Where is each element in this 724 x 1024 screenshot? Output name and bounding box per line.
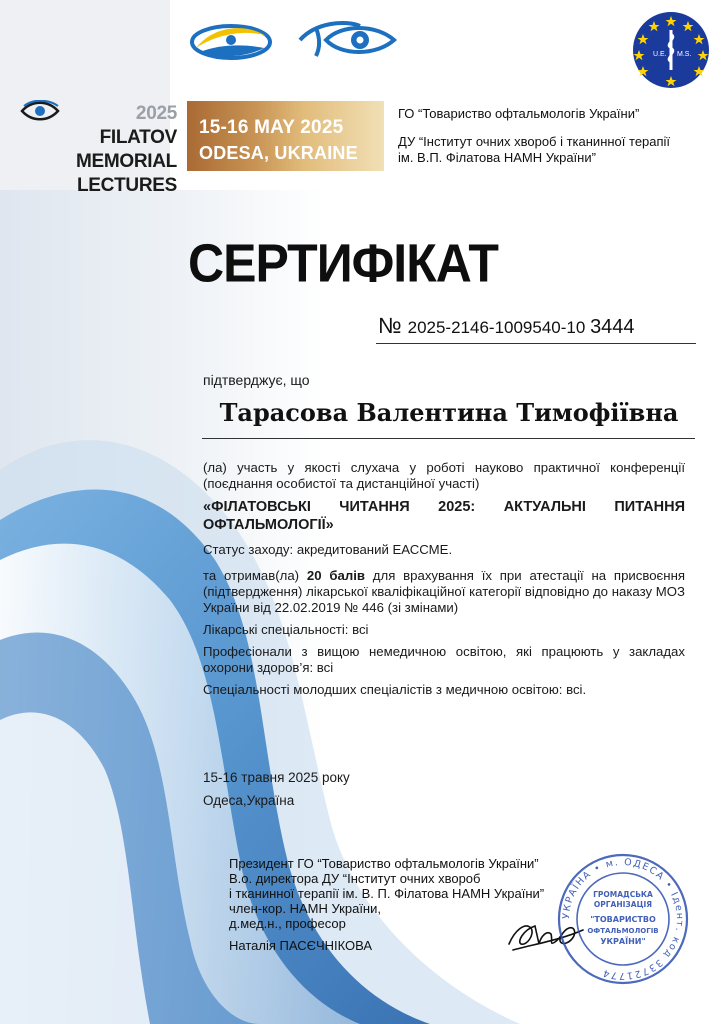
conference-year: 2025 [135, 103, 177, 124]
points-value: 20 балів [306, 568, 365, 583]
points-prefix: та отримав(ла) [203, 568, 307, 583]
stamp-line-1: ГРОМАДСЬКА [593, 890, 653, 899]
stamp-outer-text: УКРАЇНА • м. ОДЕСА • Ідент. код 33721774 [560, 856, 686, 982]
official-stamp [556, 852, 690, 986]
uems-logo-icon [631, 10, 711, 90]
stamp-line-4: ОФТАЛЬМОЛОГІВ [587, 927, 659, 935]
institute-eye-logo-icon [296, 18, 398, 62]
stamp-line-2: ОРГАНІЗАЦІЯ [593, 900, 653, 909]
signatory-line-4: член-кор. НАМН України, [229, 901, 381, 916]
recipient-name: Тарасова Валентина Тимофіївна [219, 398, 679, 427]
certificate-number [378, 313, 635, 339]
certificate-title: СЕРТИФІКАТ [188, 233, 498, 294]
signatory-line-5: д.мед.н., професор [229, 916, 346, 931]
points-text [203, 568, 685, 616]
conference-title: «ФІЛАТОВСЬКІ ЧИТАННЯ 2025: АКТУАЛЬНІ ПИТАННЯ ОФТАЛЬМОЛОГІЇ» [203, 499, 685, 533]
certificate-number-value: 2025-2146-1009540-10 [407, 318, 586, 337]
signatory-line-1: Президент ГО “Товариство офтальмологів України” [229, 856, 539, 871]
conference-name-line-1: FILATOV [99, 127, 177, 148]
stamp-line-5: УКРАЇНИ" [600, 937, 646, 946]
organizers [398, 106, 708, 166]
society-logo-icon [190, 18, 272, 62]
confirms-text: підтверджує, що [203, 372, 310, 388]
conference-dates: 15-16 MAY 2025 [199, 117, 344, 138]
conference-name-line-2: MEMORIAL [75, 151, 177, 172]
stamp-line-3: "ТОВАРИСТВО [590, 915, 656, 924]
medical-specialties: Лікарські спеціальності: всі [203, 622, 369, 637]
signatory-line-2: В.о. директора ДУ “Інститут очних хвороб [229, 871, 481, 886]
organizer-2-line-1: ДУ “Інститут очних хвороб і тканинної терапії [398, 134, 671, 149]
signatory-line-3: і тканинної терапії ім. В. П. Філатова НАМН України” [229, 886, 545, 901]
uems-left-label: U.E. [653, 51, 667, 58]
uems-right-label: M.S. [677, 51, 692, 58]
conference-name [62, 102, 177, 198]
participation-text: (ла) участь у якості слухача у роботі науково практичної конференції (поєднання особистої та дистанційної участі) [203, 460, 685, 491]
non-medical-professionals: Професіонали з вищою немедичною освітою, які працюють у закладах охорони здоров’я: всі [203, 644, 685, 675]
certificate-number-suffix: 3444 [590, 316, 635, 338]
certificate-body [203, 460, 685, 704]
number-underline [376, 343, 696, 344]
date-place [203, 766, 350, 812]
signatory-name: Наталія ПАСЄЧНІКОВА [229, 938, 373, 953]
conference-city: ODESA, UKRAINE [199, 143, 358, 163]
event-date: 15-16 травня 2025 року [203, 770, 350, 785]
conference-dates-box [187, 101, 384, 171]
event-status: Статус заходу: акредитований ЕАССМЕ. [203, 542, 453, 557]
conference-name-line-3: LECTURES [77, 175, 177, 196]
event-city: Одеса,Україна [203, 793, 295, 808]
filatov-eye-icon [20, 100, 60, 122]
number-sign: № [378, 313, 402, 338]
name-underline [202, 438, 695, 439]
organizer-2-line-2: ім. В.П. Філатова НАМН України” [398, 150, 596, 165]
organizer-1: ГО “Товариство офтальмологів України” [398, 106, 640, 121]
junior-specialties: Спеціальності молодших спеціалістів з медичною освітою: всі. [203, 682, 587, 697]
points-suffix: для врахування їх при атестації на присвоєння (підтвердження) лікарської кваліфікаційної категорії відповідно до наказу МОЗ України від 22.02.2019 № 446 (зі змінами) [203, 568, 685, 615]
